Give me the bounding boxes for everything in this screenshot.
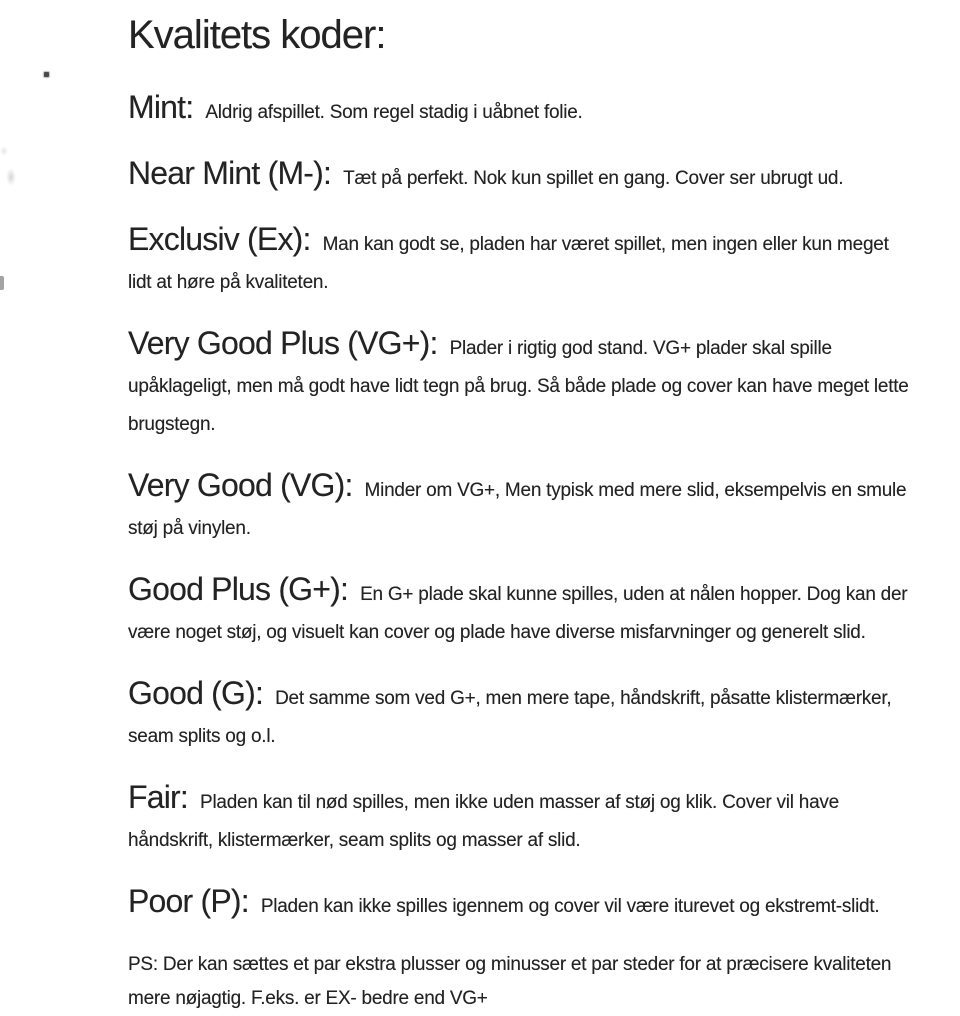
- quality-code-item: [128, 220, 910, 302]
- quality-code-item: [128, 154, 910, 198]
- quality-code-list: [128, 88, 910, 926]
- quality-code-term: Poor (P):: [128, 883, 249, 919]
- quality-code-item: [128, 570, 910, 652]
- scan-edge-smudge: [0, 146, 8, 156]
- scan-edge-smudge: [6, 168, 16, 186]
- quality-code-description: Minder om VG+, Men typisk med mere slid, eksempelvis en smule støj på vinylen.: [128, 480, 907, 539]
- quality-code-description: En G+ plade skal kunne spilles, uden at nålen hopper. Dog kan der være noget støj, og visuelt kan cover og plade have diverse misfarvninger og generelt slid.: [128, 584, 908, 643]
- scan-speck-artifact: [44, 72, 49, 77]
- quality-code-item: [128, 882, 910, 926]
- page-title: Kvalitets koder:: [128, 13, 386, 57]
- quality-code-term: Very Good Plus (VG+):: [128, 325, 438, 361]
- quality-code-term: Very Good (VG):: [128, 467, 353, 503]
- quality-code-item: [128, 466, 910, 548]
- quality-code-item: [128, 88, 910, 132]
- quality-code-term: Mint:: [128, 89, 194, 125]
- quality-code-term: Exclusiv (Ex):: [128, 221, 311, 257]
- quality-code-description: Man kan godt se, pladen har været spillet, men ingen eller kun meget lidt at høre på kvaliteten.: [128, 234, 889, 293]
- quality-code-description: Tæt på perfekt. Nok kun spillet en gang. Cover ser ubrugt ud.: [343, 168, 844, 189]
- quality-code-item: [128, 324, 910, 444]
- quality-code-item: [128, 674, 910, 756]
- quality-code-description: Pladen kan ikke spilles igennem og cover vil være iturevet og ekstremt-slidt.: [260, 896, 880, 917]
- scan-edge-mark: [0, 276, 4, 290]
- quality-code-term: Fair:: [128, 779, 189, 815]
- quality-code-term: Near Mint (M-):: [128, 155, 332, 191]
- quality-code-description: Pladen kan til nød spilles, men ikke uden masser af støj og klik. Cover vil have håndskrift, klistermærker, seam splits og masser af slid.: [128, 792, 839, 851]
- quality-code-description: Plader i rigtig god stand. VG+ plader skal spille upåklageligt, men må godt have lidt tegn på brug. Så både plade og cover kan have meget lette brugstegn.: [128, 338, 909, 435]
- quality-code-term: Good (G):: [128, 675, 264, 711]
- quality-code-item: [128, 778, 910, 860]
- quality-code-term: Good Plus (G+):: [128, 571, 349, 607]
- quality-code-description: Aldrig afspillet. Som regel stadig i uåbnet folie.: [205, 102, 583, 123]
- quality-code-description: Det samme som ved G+, men mere tape, håndskrift, påsatte klistermærker, seam splits og o.l.: [128, 688, 892, 747]
- postscript-note: PS: Der kan sættes et par ekstra plusser og minusser et par steder for at præcisere kvaliteten mere nøjagtig. F.eks. er EX- bedre end VG+: [128, 954, 892, 1009]
